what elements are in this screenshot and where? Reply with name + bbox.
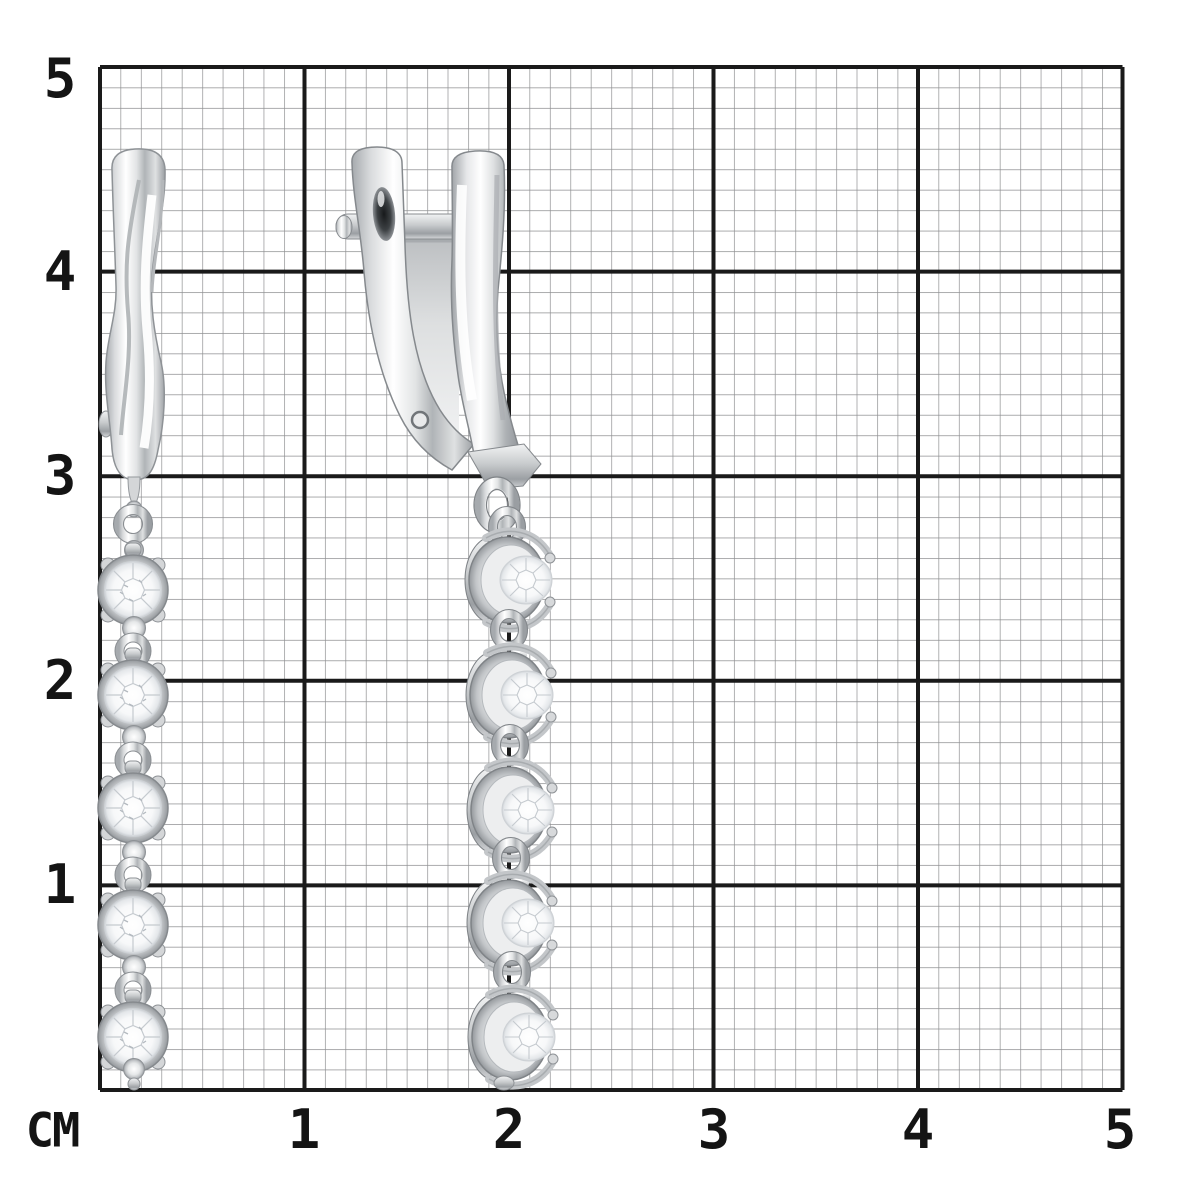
y-axis-tick-4: 4 [43, 240, 77, 303]
drop-chain-three-quarter [465, 507, 558, 1091]
y-axis-tick-1: 1 [43, 853, 77, 916]
unit-label-cm: CM [25, 1103, 79, 1159]
x-axis-tick-5: 5 [1103, 1098, 1137, 1161]
y-axis-tick-2: 2 [43, 649, 77, 712]
x-axis-tick-3: 3 [697, 1098, 731, 1161]
clasp-rivet-hole [412, 412, 428, 428]
mm-grid [100, 67, 1123, 1090]
y-axis-tick-5: 5 [43, 47, 77, 110]
x-axis-tick-2: 2 [492, 1098, 526, 1161]
x-axis-tick-1: 1 [287, 1098, 321, 1161]
stone-front-5 [468, 988, 558, 1085]
x-axis-tick-4: 4 [901, 1098, 935, 1161]
y-axis-tick-3: 3 [43, 444, 77, 507]
